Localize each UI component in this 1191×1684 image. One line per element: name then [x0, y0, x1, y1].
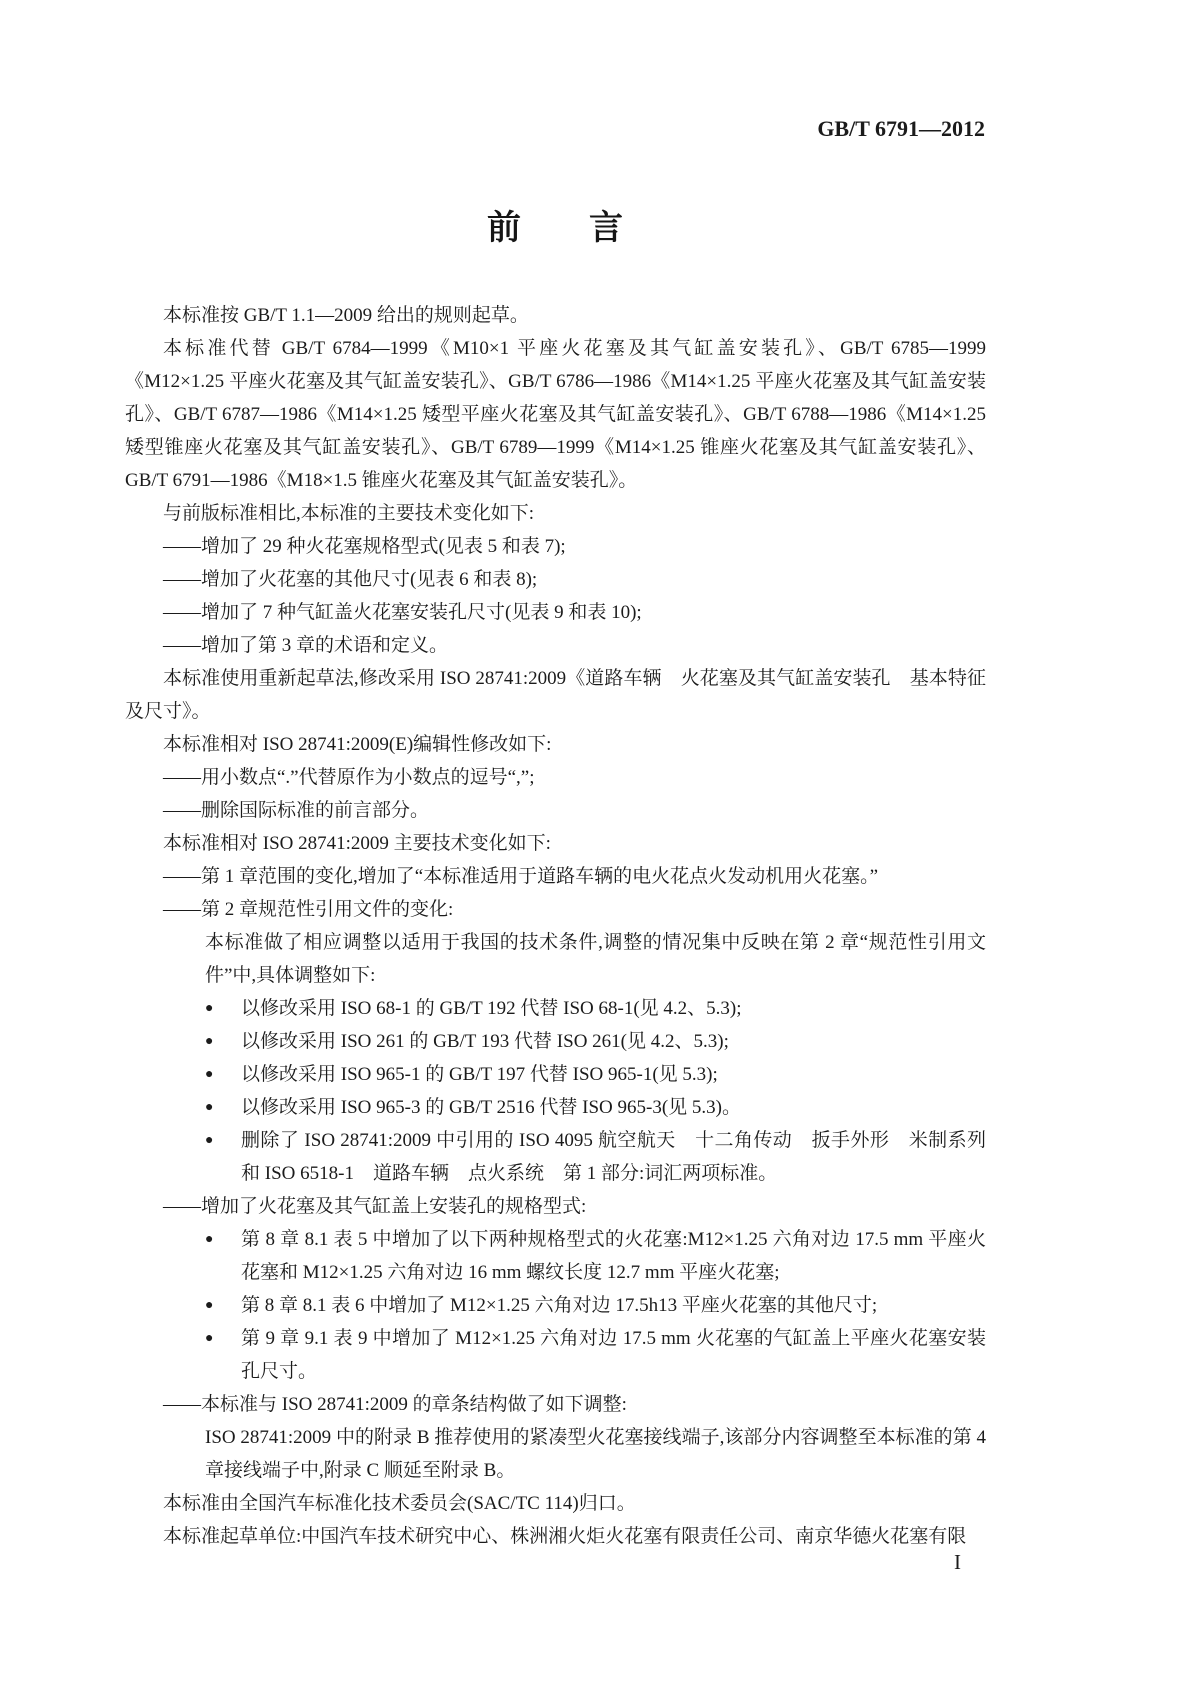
paragraph-bullet	[205, 1289, 986, 1322]
paragraph-text: 以修改采用 ISO 965-1 的 GB/T 197 代替 ISO 965-1(见 5.3);	[241, 1064, 718, 1085]
bullet-icon: ●	[205, 1133, 214, 1148]
paragraph-text: 以修改采用 ISO 68-1 的 GB/T 192 代替 ISO 68-1(见 4.2、5.3);	[241, 998, 742, 1019]
paragraph-dash: ——本标准与 ISO 28741:2009 的章条结构做了如下调整:	[163, 1394, 627, 1415]
paragraph-dash: ——删除国际标准的前言部分。	[163, 800, 430, 821]
bullet-icon: ●	[205, 1232, 214, 1247]
paragraph-bullet	[205, 1322, 986, 1388]
paragraph-dash: ——增加了第 3 章的术语和定义。	[163, 635, 449, 656]
paragraph-text: 以修改采用 ISO 965-3 的 GB/T 2516 代替 ISO 965-3(见 5.3)。	[241, 1097, 741, 1118]
paragraph-dash: ——增加了 29 种火花塞规格型式(见表 5 和表 7);	[163, 536, 566, 557]
paragraph-bullet	[205, 1124, 986, 1190]
bullet-icon: ●	[205, 1331, 214, 1346]
paragraph-para: 本标准使用重新起草法,修改采用 ISO 28741:2009《道路车辆 火花塞及其气缸盖安装孔 基本特征及尺寸》。	[125, 668, 986, 722]
paragraph-para: 本标准相对 ISO 28741:2009 主要技术变化如下:	[163, 833, 551, 854]
paragraph-para: 本标准由全国汽车标准化技术委员会(SAC/TC 114)归口。	[163, 1493, 636, 1514]
standard-number: GB/T 6791—2012	[817, 116, 985, 141]
page-title: 前 言	[487, 209, 623, 247]
paragraph-text: 删除了 ISO 28741:2009 中引用的 ISO 4095 航空航天 十二角传动 扳手外形 米制系列和 ISO 6518-1 道路车辆 点火系统 第 1 部分:词汇两项标准。	[241, 1130, 986, 1184]
paragraph-bullet	[205, 1025, 986, 1058]
paragraph-bullet	[205, 1058, 986, 1091]
paragraph-bullet	[205, 1091, 986, 1124]
paragraph-dash: ——第 1 章范围的变化,增加了“本标准适用于道路车辆的电火花点火发动机用火花塞。”	[163, 866, 879, 887]
paragraph-text: 第 9 章 9.1 表 9 中增加了 M12×1.25 六角对边 17.5 mm 火花塞的气缸盖上平座火花塞安装孔尺寸。	[241, 1328, 986, 1382]
paragraph-para: 与前版标准相比,本标准的主要技术变化如下:	[163, 503, 535, 524]
paragraph-bullet	[205, 992, 986, 1025]
paragraph-sub: 本标准做了相应调整以适用于我国的技术条件,调整的情况集中反映在第 2 章“规范性引用文件”中,具体调整如下:	[205, 932, 986, 986]
page-number: I	[954, 1550, 961, 1574]
bullet-icon: ●	[205, 1067, 214, 1082]
bullet-icon: ●	[205, 1100, 214, 1115]
paragraph-text: 第 8 章 8.1 表 6 中增加了 M12×1.25 六角对边 17.5h13 平座火花塞的其他尺寸;	[241, 1295, 878, 1316]
bullet-icon: ●	[205, 1001, 214, 1016]
paragraph-dash: ——增加了 7 种气缸盖火花塞安装孔尺寸(见表 9 和表 10);	[163, 602, 642, 623]
paragraph-dash: ——增加了火花塞及其气缸盖上安装孔的规格型式:	[163, 1196, 587, 1217]
paragraph-dash: ——第 2 章规范性引用文件的变化:	[163, 899, 454, 920]
paragraph-dash: ——增加了火花塞的其他尺寸(见表 6 和表 8);	[163, 569, 538, 590]
paragraph-text: 以修改采用 ISO 261 的 GB/T 193 代替 ISO 261(见 4.2、5.3);	[241, 1031, 729, 1052]
paragraph-bullet	[205, 1223, 986, 1289]
bullet-icon: ●	[205, 1034, 214, 1049]
paragraph-para: 本标准按 GB/T 1.1—2009 给出的规则起草。	[163, 305, 529, 326]
paragraph-para: 本标准代替 GB/T 6784—1999《M10×1 平座火花塞及其气缸盖安装孔》、GB/T 6785—1999《M12×1.25 平座火花塞及其气缸盖安装孔》、GB/T 6786—1986《M14×1.25 平座火花塞及其气缸盖安装孔》、GB/T 6787—1986《M14×1.25 矮型平座火花塞及其气缸盖安装孔》、GB/T 6788—1986《M14×1.25 矮型锥座火花塞及其气缸盖安装孔》、GB/T 6789—1999《M14×1.25 锥座火花塞及其气缸盖安装孔》、GB/T 6791—1986《M18×1.5 锥座火花塞及其气缸盖安装孔》。	[125, 338, 986, 491]
paragraph-para: 本标准相对 ISO 28741:2009(E)编辑性修改如下:	[163, 734, 552, 755]
bullet-icon: ●	[205, 1298, 214, 1313]
paragraph-sub: ISO 28741:2009 中的附录 B 推荐使用的紧凑型火花塞接线端子,该部分内容调整至本标准的第 4 章接线端子中,附录 C 顺延至附录 B。	[205, 1427, 986, 1481]
document-body	[125, 299, 986, 1553]
paragraph-para: 本标准起草单位:中国汽车技术研究中心、株洲湘火炬火花塞有限责任公司、南京华德火花塞有限	[163, 1526, 967, 1547]
paragraph-text: 第 8 章 8.1 表 5 中增加了以下两种规格型式的火花塞:M12×1.25 六角对边 17.5 mm 平座火花塞和 M12×1.25 六角对边 16 mm 螺纹长度 12.7 mm 平座火花塞;	[241, 1229, 986, 1283]
paragraph-dash: ——用小数点“.”代替原作为小数点的逗号“,”;	[163, 767, 535, 788]
